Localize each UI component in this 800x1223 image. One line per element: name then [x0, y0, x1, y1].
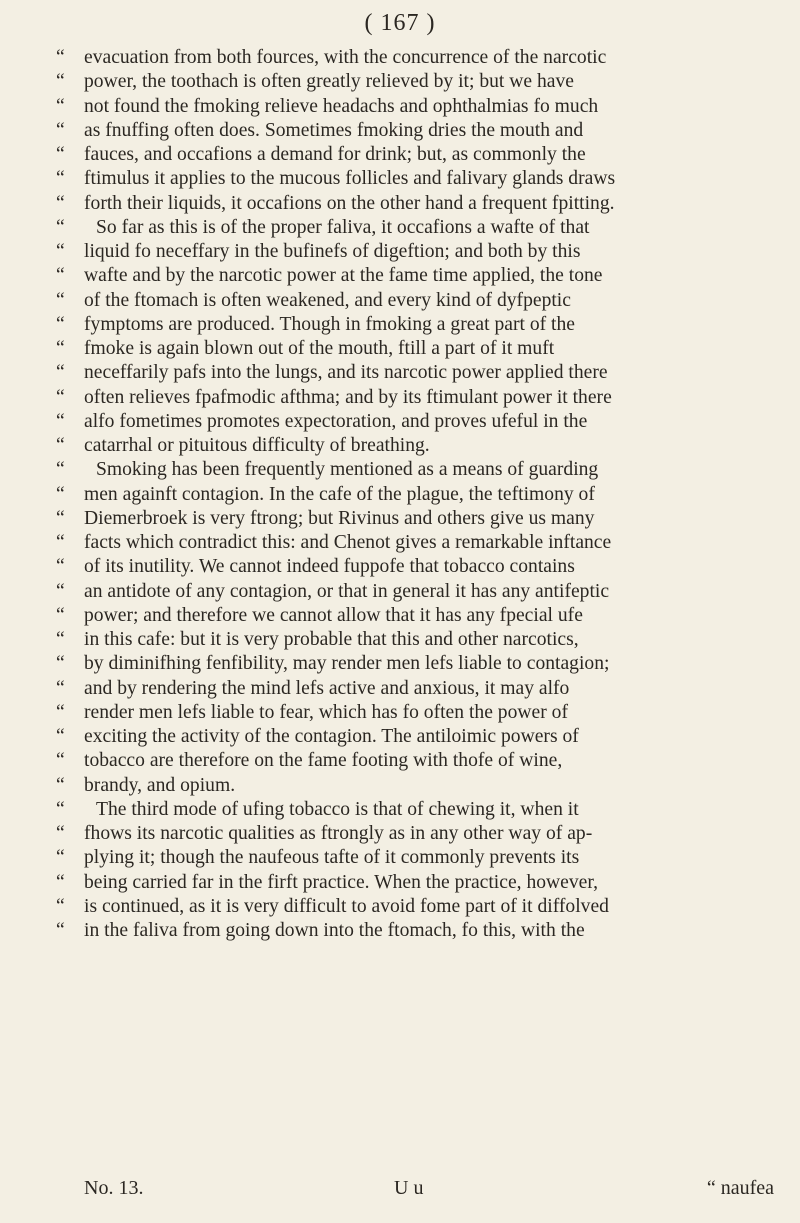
- line-text: The third mode of ufing tobacco is that of chewing it, when it: [96, 798, 579, 820]
- quote-mark: “: [56, 871, 65, 893]
- text-line: [56, 192, 770, 216]
- line-text: exciting the activity of the contagion. The antiloimic powers of: [84, 726, 579, 747]
- line-text: not found the fmoking relieve headachs and ophthalmias fo much: [84, 95, 599, 117]
- line-text: fymptoms are produced. Though in fmoking a great part of the: [84, 313, 575, 335]
- quote-mark: “: [56, 265, 65, 287]
- line-text: catarrhal or pituitous difficulty of breathing.: [84, 435, 430, 456]
- line-text: fhows its narcotic qualities as ftrongly as in any other way of ap-: [84, 823, 593, 844]
- text-line: [56, 580, 770, 604]
- quote-mark: “: [56, 920, 65, 941]
- line-text: alfo fometimes promotes expectoration, and proves ufeful in the: [84, 410, 588, 432]
- text-line: [56, 240, 770, 264]
- quote-mark: “: [56, 168, 65, 190]
- text-line: [56, 555, 770, 579]
- quote-mark: “: [56, 483, 65, 505]
- text-line: [56, 725, 770, 749]
- text-line: [56, 361, 770, 385]
- line-text: Smoking has been frequently mentioned as a means of guarding: [96, 459, 599, 481]
- line-text: neceffarily pafs into the lungs, and its narcotic power applied there: [84, 362, 608, 384]
- line-text: tobacco are therefore on the fame footing with thofe of wine,: [84, 750, 563, 772]
- quote-mark: “: [56, 362, 65, 384]
- quote-mark: “: [56, 410, 65, 432]
- line-text: often relieves fpafmodic afthma; and by its ftimulant power it there: [84, 386, 612, 408]
- line-text: So far as this is of the proper faliva, it occafions a wafte of that: [96, 216, 590, 238]
- text-line: [56, 919, 770, 943]
- line-text: forth their liquids, it occafions on the other hand a frequent fpitting.: [84, 192, 615, 214]
- quote-mark: “: [56, 71, 65, 93]
- quote-mark: “: [56, 338, 65, 359]
- text-line: [56, 458, 770, 482]
- line-text: facts which contradict this: and Chenot gives a remarkable inftance: [84, 532, 612, 553]
- text-line: [56, 846, 770, 870]
- text-line: [56, 289, 770, 313]
- quote-mark: “: [56, 604, 65, 626]
- line-text: plying it; though the naufeous tafte of it commonly prevents its: [84, 847, 580, 869]
- line-text: Diemerbroek is very ftrong; but Rivinus and others give us many: [84, 507, 595, 529]
- text-line: [56, 871, 770, 895]
- line-text: as fnuffing often does. Sometimes fmoking dries the mouth and: [84, 119, 584, 141]
- line-text: men againft contagion. In the cafe of the plague, the teftimony of: [84, 483, 595, 505]
- quote-mark: “: [56, 289, 65, 311]
- quote-mark: “: [56, 47, 65, 68]
- text-line: [56, 410, 770, 434]
- quote-mark: “: [56, 798, 65, 820]
- text-line: [56, 264, 770, 288]
- line-text: in this cafe: but it is very probable that this and other narcotics,: [84, 629, 579, 650]
- text-line: [56, 604, 770, 628]
- quote-mark: “: [56, 556, 65, 578]
- line-text: in the faliva from going down into the ftomach, fo this, with the: [84, 920, 585, 941]
- line-text: power, the toothach is often greatly relieved by it; but we have: [84, 71, 574, 93]
- line-text: an antidote of any contagion, or that in general it has any antifeptic: [84, 580, 610, 602]
- text-line: [56, 822, 770, 846]
- line-text: of the ftomach is often weakened, and every kind of dyfpeptic: [84, 289, 571, 311]
- line-text: render men lefs liable to fear, which has fo often the power of: [84, 701, 568, 723]
- line-text: by diminifhing fenfibility, may render men lefs liable to contagion;: [84, 653, 610, 675]
- quote-mark: “: [56, 144, 65, 165]
- quote-mark: “: [56, 386, 65, 408]
- text-line: [56, 46, 770, 70]
- line-text: fauces, and occafions a demand for drink; but, as commonly the: [84, 144, 586, 165]
- line-text: brandy, and opium.: [84, 774, 236, 796]
- text-line: [56, 70, 770, 94]
- text-line: [56, 774, 770, 798]
- quote-mark: “: [56, 95, 65, 117]
- text-line: [56, 313, 770, 337]
- text-line: [56, 628, 770, 652]
- text-line: [56, 677, 770, 701]
- text-line: [56, 119, 770, 143]
- text-line: [56, 434, 770, 458]
- text-line: [56, 216, 770, 240]
- text-line: [56, 337, 770, 361]
- quote-mark: “: [56, 677, 65, 699]
- text-line: [56, 895, 770, 919]
- quote-mark: “: [56, 823, 65, 844]
- line-text: being carried far in the firft practice. When the practice, however,: [84, 871, 599, 893]
- quote-mark: “: [56, 313, 65, 335]
- line-text: fmoke is again blown out of the mouth, ftill a part of it muft: [84, 338, 555, 359]
- line-text: liquid fo neceffary in the bufinefs of digeftion; and both by this: [84, 241, 581, 262]
- signature-mark: U u: [394, 1177, 424, 1199]
- body-text: [56, 46, 770, 943]
- line-text: is continued, as it is very difficult to avoid fome part of it diffolved: [84, 895, 609, 917]
- quote-mark: “: [56, 653, 65, 675]
- line-text: evacuation from both fources, with the concurrence of the narcotic: [84, 47, 607, 68]
- line-text: ftimulus it applies to the mucous follicles and falivary glands draws: [84, 168, 616, 190]
- page-footer: [84, 1174, 774, 1202]
- text-line: [56, 701, 770, 725]
- text-line: [56, 386, 770, 410]
- line-text: of its inutility. We cannot indeed fuppofe that tobacco contains: [84, 556, 575, 578]
- line-text: power; and therefore we cannot allow that it has any fpecial ufe: [84, 604, 583, 626]
- quote-mark: “: [56, 726, 65, 747]
- issue-number: No. 13.: [84, 1177, 144, 1199]
- quote-mark: “: [56, 532, 65, 553]
- quote-mark: “: [56, 507, 65, 529]
- quote-mark: “: [56, 216, 65, 238]
- text-line: [56, 143, 770, 167]
- quote-mark: “: [56, 192, 65, 214]
- text-line: [56, 167, 770, 191]
- quote-mark: “: [56, 895, 65, 917]
- quote-mark: “: [56, 750, 65, 772]
- text-line: [56, 531, 770, 555]
- quote-mark: “: [56, 847, 65, 869]
- line-text: wafte and by the narcotic power at the fame time applied, the tone: [84, 265, 603, 287]
- quote-mark: “: [56, 119, 65, 141]
- quote-mark: “: [56, 459, 65, 481]
- quote-mark: “: [56, 435, 65, 456]
- text-line: [56, 507, 770, 531]
- quote-mark: “: [56, 701, 65, 723]
- quote-mark: “: [56, 774, 65, 796]
- quote-mark: “: [56, 580, 65, 602]
- catchword: “ naufea: [706, 1177, 774, 1199]
- line-text: and by rendering the mind lefs active and anxious, it may alfo: [84, 677, 570, 699]
- text-line: [56, 798, 770, 822]
- text-line: [56, 749, 770, 773]
- text-line: [56, 652, 770, 676]
- page-number-header: ( 167 ): [364, 10, 436, 36]
- quote-mark: “: [56, 629, 65, 650]
- quote-mark: “: [56, 241, 65, 262]
- text-line: [56, 95, 770, 119]
- text-line: [56, 483, 770, 507]
